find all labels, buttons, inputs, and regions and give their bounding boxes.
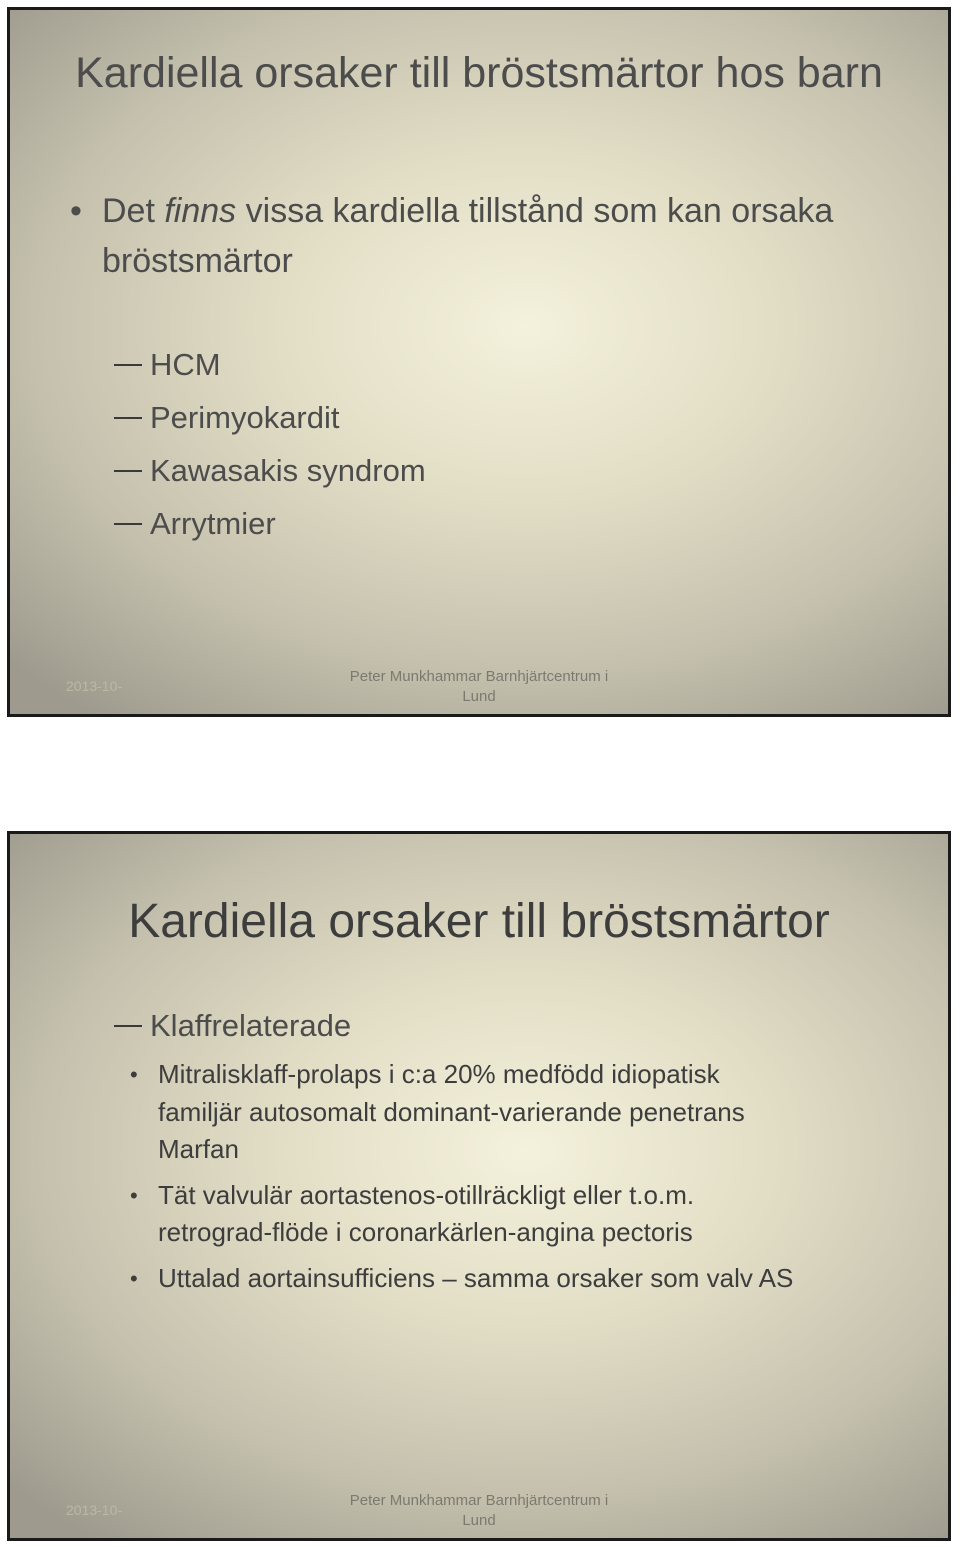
- list-item: [114, 1006, 351, 1046]
- list-item: [114, 345, 221, 385]
- slide-2: [7, 831, 951, 1541]
- sub-item-line: familjär autosomalt dominant-varierande penetrans: [158, 1096, 745, 1127]
- bullet-icon: •: [70, 192, 82, 230]
- bullet-icon: •: [130, 1182, 138, 1208]
- dash-icon: [114, 417, 142, 419]
- list-item-label: Klaffrelaterade: [150, 1008, 352, 1043]
- list-item-label: Arrytmier: [150, 506, 276, 541]
- list-item-label: Perimyokardit: [150, 400, 340, 435]
- bullet-text-pre: Det: [102, 192, 165, 230]
- bullet-icon: •: [130, 1265, 138, 1291]
- dash-icon: [114, 364, 142, 366]
- sub-item-line: Uttalad aortainsufficiens – samma orsaker som valv AS: [158, 1262, 794, 1293]
- sub-item-line: retrograd-flöde i coronarkärlen-angina pectoris: [158, 1217, 693, 1247]
- sub-item-line: Tät valvulär aortastenos-otillräckligt eller t.o.m.: [158, 1179, 695, 1210]
- sub-list-item: [130, 1260, 908, 1298]
- footer-author: [10, 1491, 948, 1531]
- footer-line-1: Peter Munkhammar Barnhjärtcentrum i: [349, 668, 609, 685]
- list-item-label: HCM: [150, 347, 221, 382]
- slide-title: Kardiella orsaker till bröstsmärtor hos barn: [75, 49, 883, 97]
- footer-date: 2013-10-: [66, 678, 123, 694]
- slide-1: [7, 7, 951, 717]
- bullet-icon: •: [130, 1062, 138, 1087]
- slide-title: Kardiella orsaker till bröstsmärtor: [128, 895, 830, 948]
- footer-author: [10, 667, 948, 707]
- bullet-text-emphasis: finns: [164, 192, 237, 230]
- dash-icon: [114, 1025, 142, 1027]
- list-item: [114, 451, 426, 491]
- list-item: [114, 398, 340, 438]
- list-item: [114, 504, 276, 544]
- sub-list-item: [130, 1177, 908, 1252]
- sub-list-item: [130, 1056, 908, 1169]
- footer-line-1: Peter Munkhammar Barnhjärtcentrum i: [349, 1492, 609, 1509]
- dash-icon: [114, 523, 142, 525]
- footer-line-2: Lund: [462, 1512, 496, 1529]
- dash-icon: [114, 470, 142, 472]
- list-item-label: Kawasakis syndrom: [150, 453, 426, 488]
- sub-list: [130, 1056, 908, 1305]
- sub-item-line: Marfan: [158, 1134, 239, 1164]
- footer-date: 2013-10-: [66, 1502, 123, 1518]
- bullet-text-post: vissa kardiella tillstånd som kan orsaka bröstsmärtor: [102, 192, 834, 280]
- main-bullet: [70, 186, 862, 286]
- sub-item-line: Mitralisklaff-prolaps i c:a 20% medfödd idiopatisk: [158, 1059, 720, 1089]
- footer-line-2: Lund: [462, 688, 496, 705]
